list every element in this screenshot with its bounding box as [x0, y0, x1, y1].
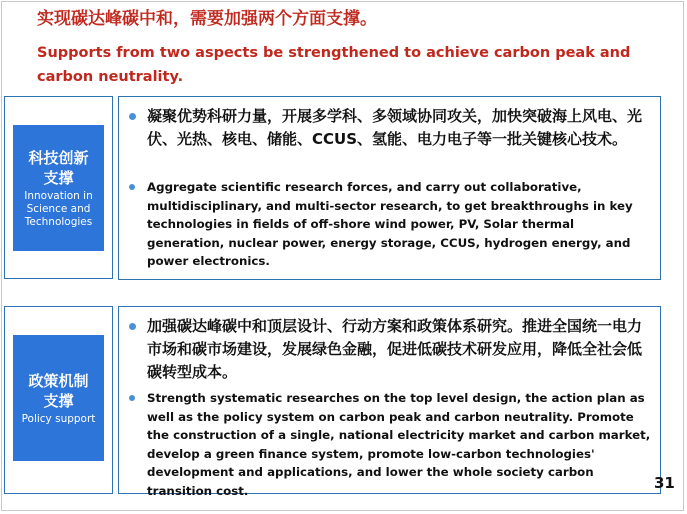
section-label-policy — [4, 306, 113, 494]
section-content-policy — [118, 306, 661, 498]
section-content-innovation — [118, 96, 661, 280]
bullet-item-en — [129, 178, 654, 271]
bullet-item-zh — [129, 315, 654, 384]
section-label-zh-line2: 支撑 — [43, 391, 74, 410]
section-label-zh-line1: 科技创新 — [28, 148, 89, 167]
bullet-item-en — [129, 389, 654, 500]
page-number: 31 — [654, 474, 675, 492]
section-label-zh-line2: 支撑 — [43, 168, 74, 187]
section-label-badge — [13, 335, 104, 461]
bullet-icon — [129, 395, 135, 401]
bullet-icon — [129, 323, 136, 330]
bullet-text-zh: 加强碳达峰碳中和顶层设计、行动方案和政策体系研究。推进全国统一电力市场和碳市场建设，发展绿色金融，促进低碳技术研发应用，降低全社会低碳转型成本。 — [147, 317, 643, 381]
bullet-text-zh: 凝聚优势科研力量，开展多学科、多领域协同攻关，加快突破海上风电、光伏、光热、核电、储能、CCUS、氢能、电力电子等一批关键核心技术。 — [147, 107, 643, 148]
bullet-text-en: Strength systematic researches on the top level design, the action plan as well as the policy system on carbon peak and carbon neutrality. Promote the construction of a single, national electricity market and carbon market, develop a green finance system, promote low-carbon technologies' development and applications, and lower the whole society carbon transition cost. — [147, 391, 651, 498]
bullet-icon — [129, 113, 136, 120]
section-label-badge — [13, 125, 104, 251]
bullet-icon — [129, 184, 135, 190]
section-label-en: Innovation in Science and Technologies — [24, 189, 93, 228]
section-label-innovation — [4, 96, 113, 279]
section-label-zh-line1: 政策机制 — [28, 371, 89, 390]
slide-title-en: Supports from two aspects be strengthened to achieve carbon peak and carbon neutrality. — [37, 45, 631, 85]
bullet-item-zh — [129, 105, 654, 151]
bullet-text-en: Aggregate scientific research forces, and carry out collaborative, multidisciplinary, and multi-sector research, to get breakthroughs in key technologies in fields of off-shore wind power, PV, Solar thermal generation, nuclear power, energy storage, CCUS, hydrogen energy, and power electronics. — [147, 180, 633, 268]
section-label-en: Policy support — [21, 412, 96, 425]
slide-title-zh: 实现碳达峰碳中和，需要加强两个方面支撑。 — [37, 9, 377, 29]
